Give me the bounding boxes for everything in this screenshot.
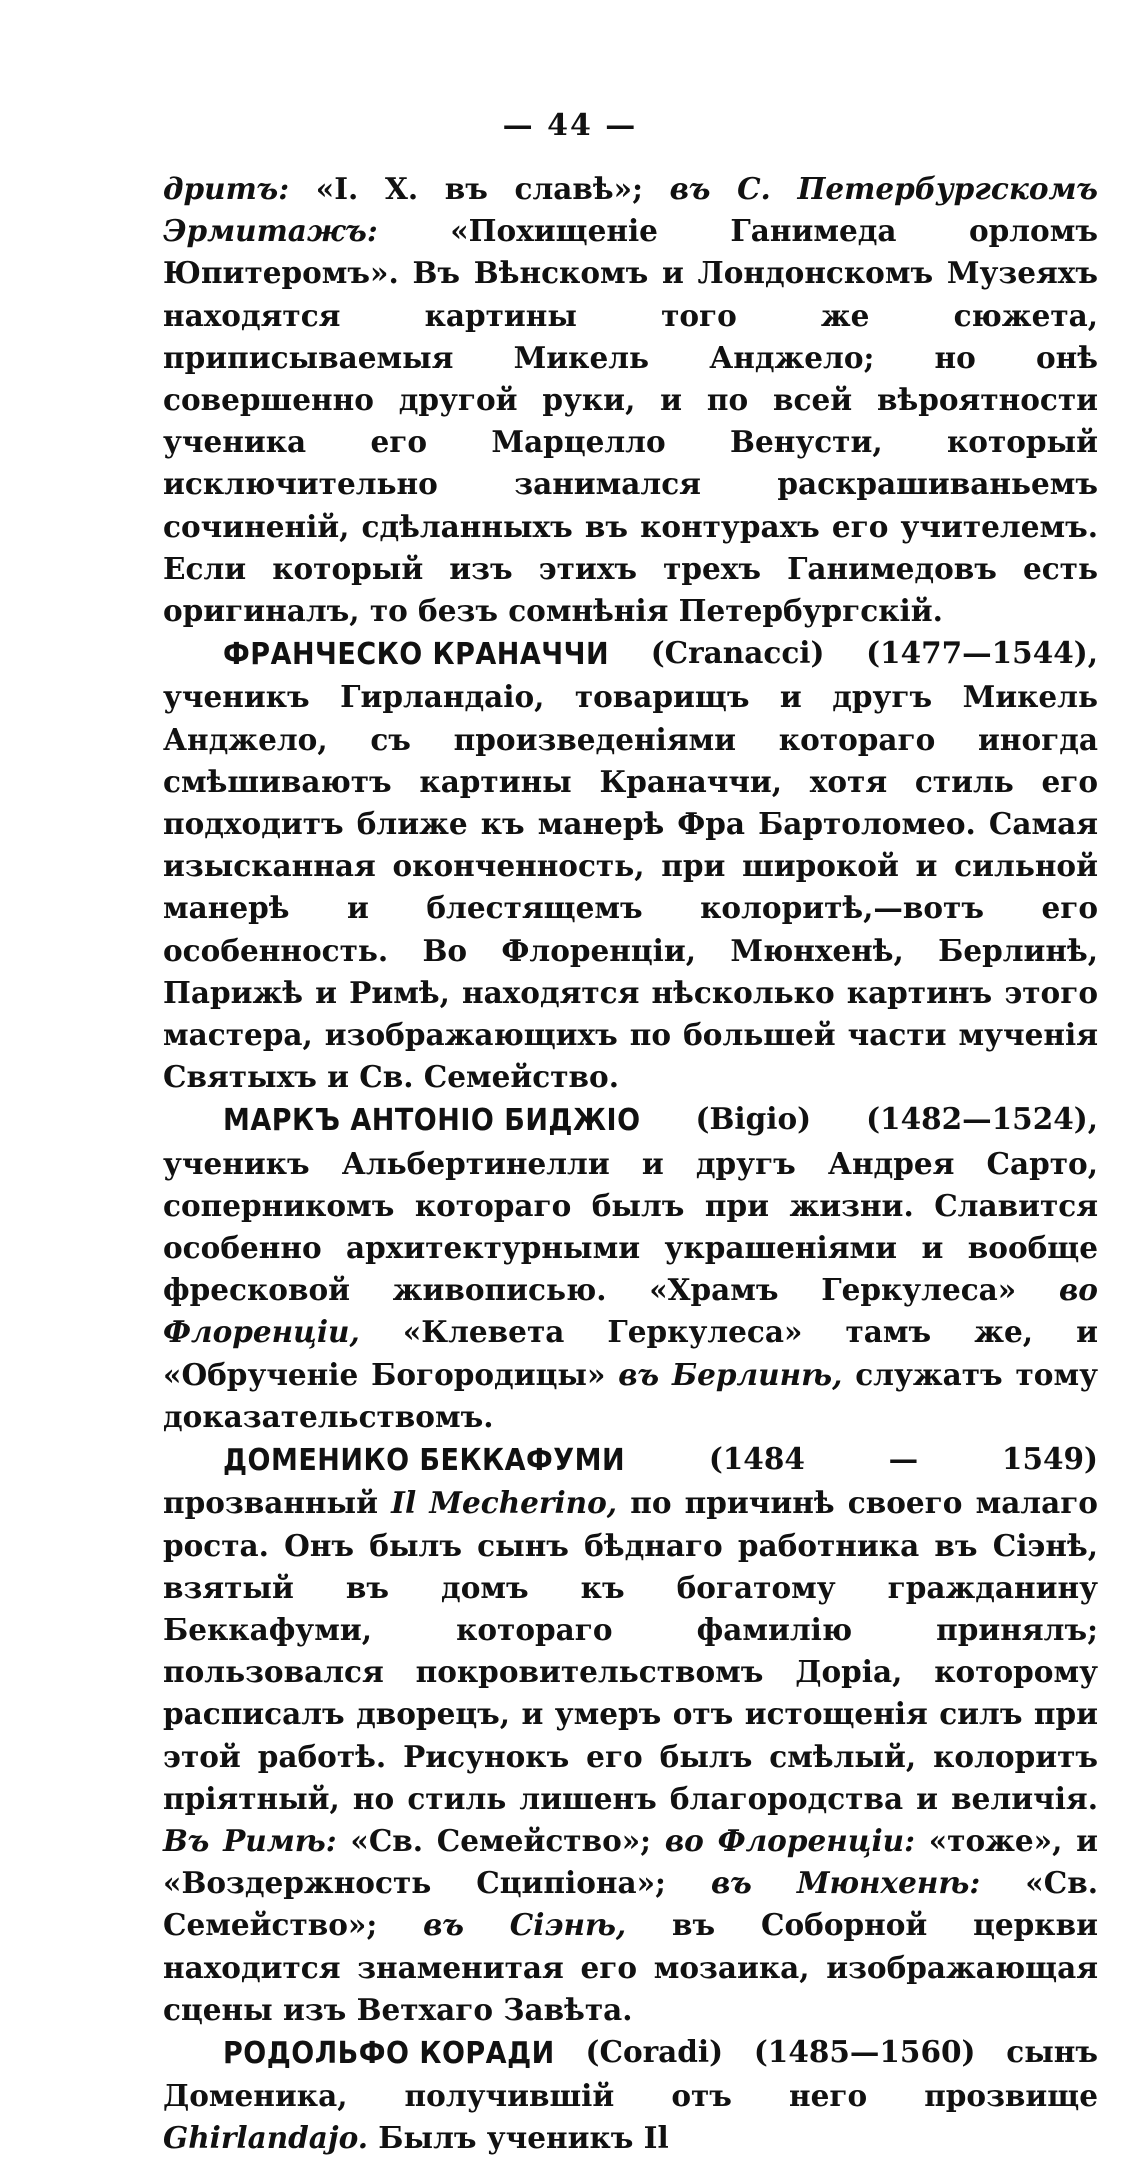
- paragraph: [163, 1438, 1098, 2031]
- italic-text: Ghirlandajo.: [163, 2120, 369, 2156]
- text-run: (Bigio) (1482—1524), ученикъ Альбертинелли и другъ Андрея Сарто, соперникомъ котораго былъ при жизни. Славится особенно архитектурными украшеніями и вообще фресковой живописью. «Храмъ Геркулеса»: [163, 1101, 1098, 1308]
- text-run: «I. X. въ славѣ»;: [289, 171, 670, 206]
- page-number: — 44 —: [502, 108, 638, 143]
- text-run: «Клевета Геркулеса» тамъ же, и «Обрученіе Богородицы»: [163, 1314, 1098, 1392]
- text-run: по причинѣ своего малаго роста. Онъ былъ сынъ бѣднаго работника въ Сіэнѣ, взятый въ домъ къ богатому гражданину Беккафуми, котораго фамилію принялъ; пользовался покровительствомъ Доріа, которому расписалъ дворецъ, и умеръ отъ истощенія силъ при этой работѣ. Рисунокъ его былъ смѣлый, колоритъ пріятный, но стиль лишенъ благородства и величія.: [163, 1485, 1098, 1816]
- text-run: (1484 — 1549) прозванный: [163, 1441, 1098, 1521]
- text-run: «Св. Семейство»;: [163, 1865, 1098, 1943]
- text-run: въ Соборной церкви находится знаменитая его мозаика, изображающая сцены изъ Ветхаго Завѣта.: [163, 1907, 1098, 2027]
- italic-text: въ Сіэнѣ,: [423, 1907, 627, 1943]
- text-run: Былъ ученикъ Il: [368, 2120, 669, 2156]
- text-run: (Cranacci) (1477—1544), ученикъ Гирландаіо, товарищъ и другъ Микель Анджело, съ произведеніями котораго иногда смѣшиваютъ картины Краначчи, хотя стиль его подходитъ ближе къ манерѣ Фра Бартоломео. Самая изысканная оконченность, при широкой и сильной манерѣ и блестящемъ колоритѣ,—вотъ его особенность. Во Флоренціи, Мюнхенѣ, Берлинѣ, Парижѣ и Римѣ, находятся нѣсколько картинъ этого мастера, изображающихъ по большей части мученія Святыхъ и Св. Семейство.: [163, 635, 1098, 1095]
- paragraph: [163, 1098, 1098, 1438]
- text-run: «Похищеніе Ганимеда орломъ Юпитеромъ». Въ Вѣнскомъ и Лондонскомъ Музеяхъ находятся картины того же сюжета, приписываемыя Микель Анджело; но онѣ совершенно другой руки, и по всей вѣроятности ученика его Марцелло Венусти, который исключительно занимался раскрашиваньемъ сочиненій, сдѣланныхъ въ контурахъ его учителемъ. Если который изъ этихъ трехъ Ганимедовъ есть оригиналъ, то безъ сомнѣнія Петербургскій.: [163, 213, 1098, 629]
- paragraph: [163, 168, 1098, 632]
- italic-text: въ С. Петербургскомъ Эрмитажъ:: [163, 171, 1098, 249]
- paragraph: [163, 2031, 1098, 2160]
- italic-text: дритъ:: [163, 171, 290, 206]
- italic-text: во Флоренціи:: [664, 1822, 915, 1858]
- text-run: служатъ тому доказательствомъ.: [163, 1356, 1098, 1434]
- paragraph: [163, 632, 1098, 1098]
- text-run: «тоже», и «Воздержность Сципіона»;: [163, 1822, 1099, 1901]
- body-text: [163, 168, 1098, 2160]
- text-run: (Coradi) (1485—1560) сынъ Доменика, получившій отъ него прозвище: [163, 2033, 1098, 2114]
- artist-name: МАРКЪ АНТОНІО БИДЖІО: [223, 1103, 641, 1139]
- italic-text: въ Берлинѣ,: [618, 1356, 843, 1392]
- italic-text: въ Мюнхенѣ:: [710, 1865, 981, 1901]
- artist-name: ДОМЕНИКО БЕККАФУМИ: [223, 1443, 626, 1478]
- artist-name: ФРАНЧЕСКО КРАНАЧЧИ: [223, 637, 610, 673]
- artist-name: РОДОЛЬФО КОРАДИ: [223, 2036, 555, 2071]
- italic-text: во Флоренціи,: [163, 1272, 1098, 1350]
- text-run: «Св. Семейство»;: [336, 1822, 665, 1858]
- italic-text: Въ Римѣ:: [163, 1822, 337, 1858]
- italic-text: Il Mecherino,: [391, 1485, 618, 1521]
